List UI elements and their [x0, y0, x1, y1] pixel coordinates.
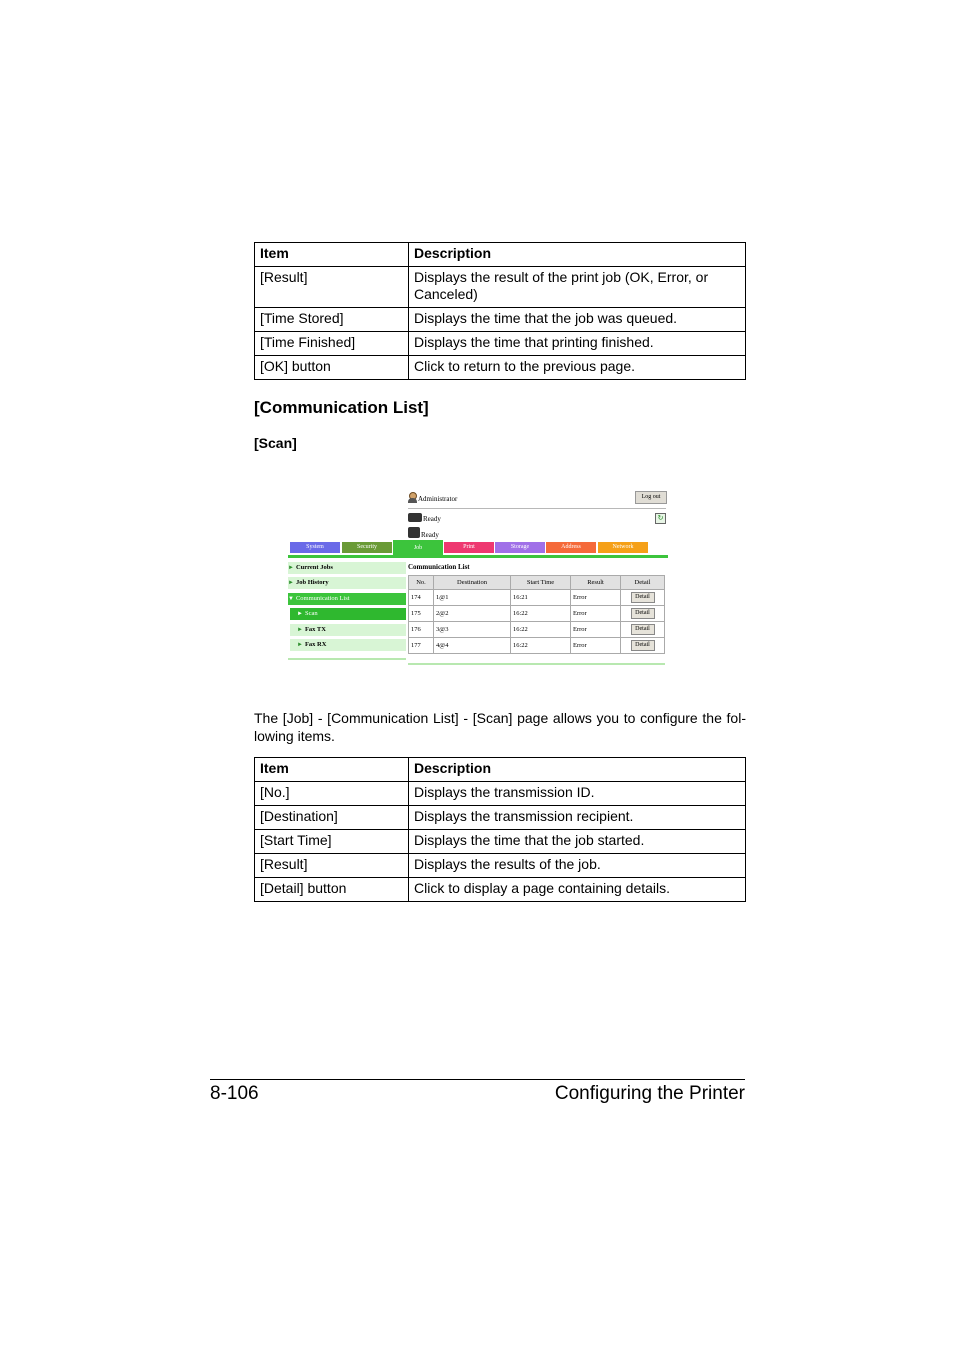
triangle-down-icon: ▼ — [288, 596, 294, 602]
printer-icon — [408, 513, 422, 522]
detail-button[interactable]: Detail — [631, 608, 655, 619]
menu-item-job-history[interactable] — [288, 577, 406, 589]
header-divider — [408, 508, 666, 509]
scanner-icon — [408, 527, 420, 538]
refresh-icon[interactable]: ↻ — [655, 513, 666, 524]
col-result: Result — [571, 576, 621, 590]
cell-destination: 3@3 — [434, 622, 511, 638]
header-item: Item — [255, 243, 409, 267]
table-row — [409, 606, 665, 622]
menu-label: Scan — [304, 610, 318, 617]
header-description: Description — [409, 758, 746, 782]
table-row — [255, 830, 746, 854]
menu-item-current-jobs[interactable] — [288, 562, 406, 574]
item-description-table-2 — [254, 757, 746, 902]
cell-item: [Destination] — [255, 806, 409, 830]
table-row — [409, 638, 665, 654]
cell-detail — [621, 622, 665, 638]
menu-divider — [288, 658, 406, 660]
col-no: No. — [409, 576, 434, 590]
tab-bar-underline — [288, 555, 668, 558]
cell-result: Error — [571, 606, 621, 622]
triangle-right-icon: ► — [297, 627, 303, 633]
cell-item: [Result] — [255, 854, 409, 878]
detail-button[interactable]: Detail — [631, 624, 655, 635]
menu-item-fax-tx[interactable] — [290, 624, 406, 636]
cell-description: Displays the results of the job. — [409, 854, 746, 878]
table-row — [255, 806, 746, 830]
cell-description: Click to return to the previous page. — [409, 356, 746, 380]
admin-label: Administrator — [418, 495, 458, 503]
cell-description: Displays the time that printing finished. — [409, 332, 746, 356]
tab-job[interactable]: Job — [393, 540, 443, 557]
table-header-row — [409, 576, 665, 590]
cell-no: 176 — [409, 622, 434, 638]
list-title: Communication List — [408, 563, 470, 571]
cell-result: Error — [571, 638, 621, 654]
footer-rule — [210, 1079, 745, 1080]
cell-no: 174 — [409, 590, 434, 606]
cell-description: Click to display a page containing details. — [409, 878, 746, 902]
table-row — [255, 878, 746, 902]
detail-button[interactable]: Detail — [631, 640, 655, 651]
cell-result: Error — [571, 590, 621, 606]
menu-label: Job History — [295, 579, 329, 586]
triangle-right-icon: ► — [288, 580, 294, 586]
cell-start-time: 16:22 — [511, 638, 571, 654]
table-row — [255, 308, 746, 332]
detail-button[interactable]: Detail — [631, 592, 655, 603]
cell-item: [OK] button — [255, 356, 409, 380]
tab-security[interactable]: Security — [342, 542, 392, 553]
cell-detail — [621, 606, 665, 622]
header-item: Item — [255, 758, 409, 782]
col-start-time: Start Time — [511, 576, 571, 590]
cell-destination: 4@4 — [434, 638, 511, 654]
cell-destination: 1@1 — [434, 590, 511, 606]
menu-label: Fax RX — [304, 641, 327, 648]
cell-no: 175 — [409, 606, 434, 622]
table-row — [255, 356, 746, 380]
tab-address[interactable]: Address — [546, 542, 596, 553]
table-header-row — [255, 243, 746, 267]
tab-network[interactable]: Network — [598, 542, 648, 553]
user-icon — [408, 492, 418, 503]
cell-item: [Time Stored] — [255, 308, 409, 332]
triangle-right-icon: ► — [288, 565, 294, 571]
cell-description: Displays the time that the job was queued. — [409, 308, 746, 332]
cell-no: 177 — [409, 638, 434, 654]
status-scanner — [408, 527, 439, 539]
status-printer — [408, 513, 441, 523]
cell-start-time: 16:22 — [511, 622, 571, 638]
menu-label: Fax TX — [304, 626, 326, 633]
cell-detail — [621, 638, 665, 654]
cell-description: Displays the result of the print job (OK, Error, or Canceled) — [409, 267, 746, 308]
table-row — [255, 267, 746, 308]
menu-label: Current Jobs — [295, 564, 333, 571]
table-row — [255, 782, 746, 806]
cell-detail — [621, 590, 665, 606]
cell-item: [No.] — [255, 782, 409, 806]
menu-item-communication-list[interactable] — [288, 593, 406, 605]
description-paragraph: The [Job] - [Communication List] - [Scan] page allows you to configure the fol-lowing items. — [254, 710, 746, 744]
cell-item: [Time Finished] — [255, 332, 409, 356]
col-detail: Detail — [621, 576, 665, 590]
cell-result: Error — [571, 622, 621, 638]
table-row — [255, 332, 746, 356]
status-label-2: Ready — [421, 531, 439, 539]
table-row — [409, 590, 665, 606]
triangle-right-icon: ► — [297, 642, 303, 648]
status-label-1: Ready — [423, 515, 441, 523]
tab-system[interactable]: System — [290, 542, 340, 553]
chapter-title: Configuring the Printer — [554, 1083, 745, 1104]
cell-description: Displays the transmission recipient. — [409, 806, 746, 830]
cell-description: Displays the time that the job started. — [409, 830, 746, 854]
table-row — [409, 622, 665, 638]
logout-button[interactable]: Log out — [635, 491, 667, 504]
subsection-title: [Scan] — [254, 435, 297, 451]
cell-start-time: 16:21 — [511, 590, 571, 606]
triangle-right-icon: ► — [297, 611, 303, 617]
item-description-table-1 — [254, 242, 746, 380]
tab-storage[interactable]: Storage — [495, 542, 545, 553]
tab-print[interactable]: Print — [444, 542, 494, 553]
communication-list-table — [408, 575, 665, 654]
cell-item: [Result] — [255, 267, 409, 308]
menu-label: Communication List — [295, 595, 350, 602]
cell-item: [Start Time] — [255, 830, 409, 854]
section-title: [Communication List] — [254, 398, 429, 417]
menu-item-fax-rx[interactable] — [290, 639, 406, 651]
admin-user — [408, 492, 457, 503]
table-row — [255, 854, 746, 878]
header-description: Description — [409, 243, 746, 267]
cell-description: Displays the transmission ID. — [409, 782, 746, 806]
table-header-row — [255, 758, 746, 782]
table-divider — [408, 663, 665, 665]
cell-start-time: 16:22 — [511, 606, 571, 622]
page-number: 8-106 — [210, 1083, 259, 1104]
cell-item: [Detail] button — [255, 878, 409, 902]
col-destination: Destination — [434, 576, 511, 590]
menu-item-scan[interactable] — [290, 608, 406, 620]
web-ui-screenshot — [288, 488, 668, 670]
cell-destination: 2@2 — [434, 606, 511, 622]
